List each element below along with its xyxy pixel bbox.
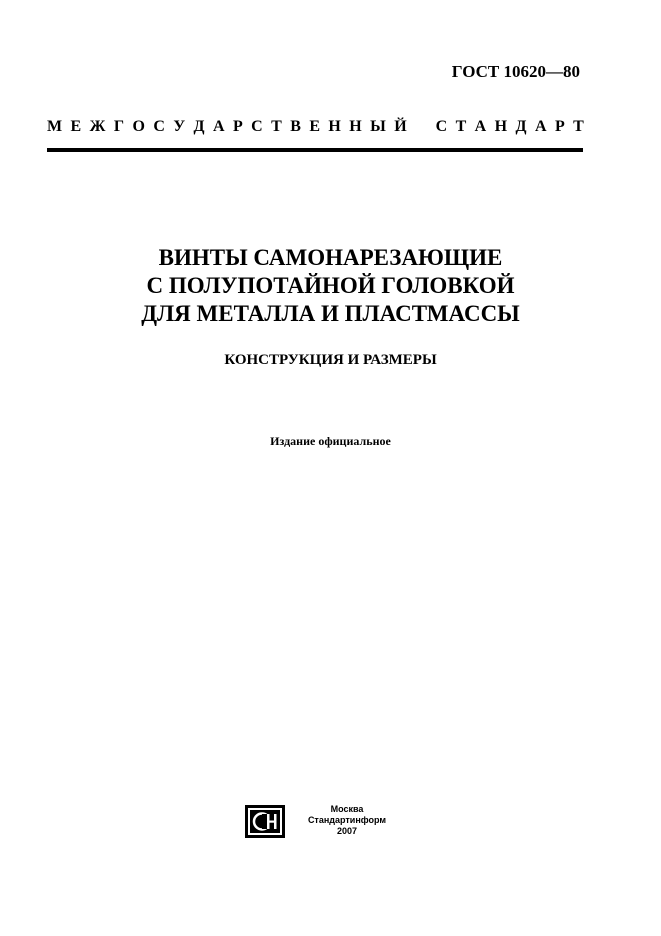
interstate-letter: А	[534, 118, 547, 135]
interstate-letter: Н	[328, 118, 341, 135]
interstate-word-gap	[415, 118, 427, 136]
interstate-letter: Е	[70, 118, 82, 135]
interstate-letter: Н	[494, 118, 508, 135]
document-title	[0, 244, 661, 328]
interstate-letter: О	[132, 118, 145, 135]
title-line-1: ВИНТЫ САМОНАРЕЗАЮЩИЕ	[158, 245, 503, 270]
interstate-letter: С	[435, 118, 448, 135]
interstate-letter: Д	[515, 118, 527, 135]
edition-label: Издание официальное	[270, 434, 391, 448]
interstate-letter: А	[474, 118, 487, 135]
publisher-name: Стандартинформ	[307, 815, 387, 825]
interstate-letter: М	[47, 118, 63, 135]
publisher-block	[302, 804, 392, 837]
standartinform-logo-icon	[245, 805, 285, 838]
document-subtitle: КОНСТРУКЦИЯ И РАЗМЕРЫ	[224, 352, 437, 368]
interstate-letter: Р	[554, 118, 565, 135]
interstate-letter: С	[251, 118, 263, 135]
interstate-letter: Г	[113, 118, 125, 135]
interstate-letter: Т	[271, 118, 282, 135]
interstate-letter: Н	[349, 118, 362, 135]
publisher-year: 2007	[336, 826, 358, 836]
title-line-2: С ПОЛУПОТАЙНОЙ ГОЛОВКОЙ	[146, 273, 515, 298]
interstate-letter: А	[212, 118, 225, 135]
interstate-letter: Е	[309, 118, 320, 135]
interstate-standard-heading	[47, 118, 584, 136]
publisher-city: Москва	[330, 804, 364, 814]
interstate-letter: Р	[232, 118, 243, 135]
interstate-letter: Т	[573, 118, 584, 135]
interstate-letter: Ы	[370, 118, 386, 135]
header-rule	[47, 148, 583, 152]
title-line-3: ДЛЯ МЕТАЛЛА И ПЛАСТМАССЫ	[141, 301, 520, 326]
gost-number: ГОСТ 10620—80	[451, 62, 580, 81]
interstate-letter: С	[153, 118, 165, 135]
interstate-letter: Д	[193, 118, 205, 135]
interstate-letter: Т	[455, 118, 467, 135]
interstate-letter: Ж	[89, 118, 106, 135]
interstate-letter: У	[173, 118, 186, 135]
interstate-letter: Й	[394, 118, 407, 135]
interstate-letter: В	[290, 118, 301, 135]
